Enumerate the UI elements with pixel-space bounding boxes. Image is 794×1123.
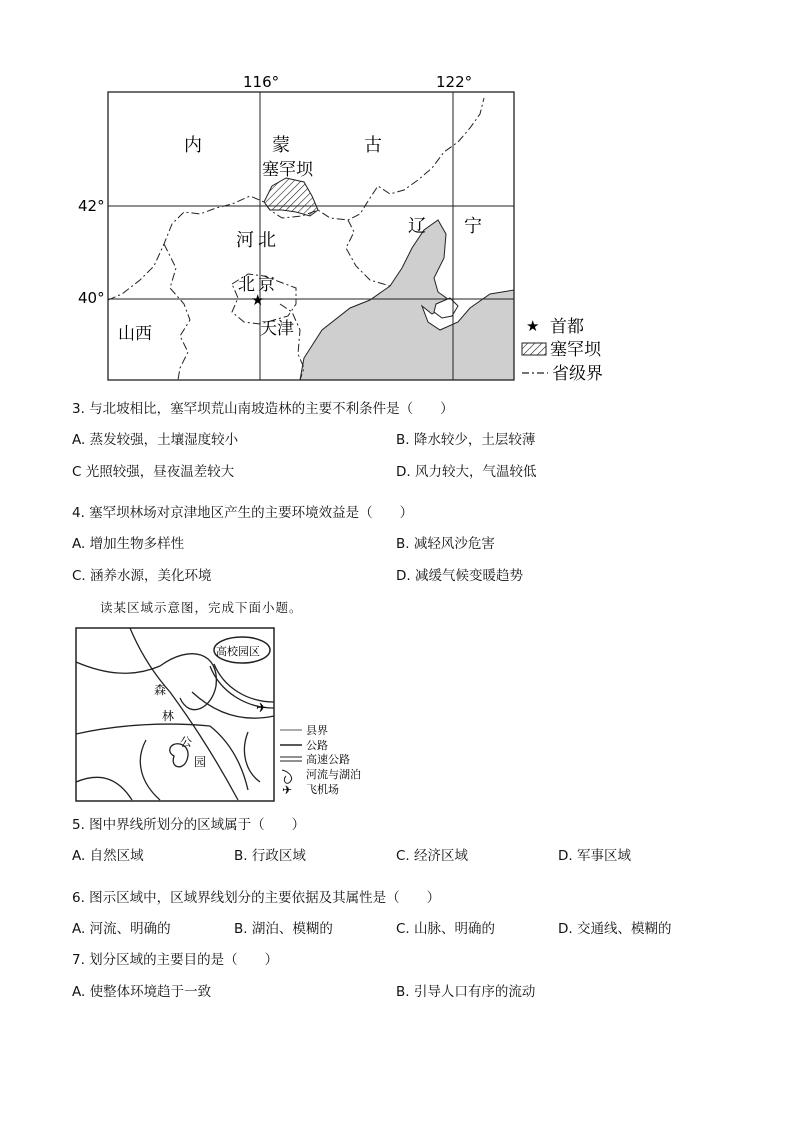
label-gong: 公 [180,735,193,749]
label-hebei: 河北 [236,230,280,251]
question-4-stem: 4. 塞罕坝林场对京津地区产生的主要环境效益是（ ） [72,505,414,521]
question-5-stem: 5. 图中界线所划分的区域属于（ ） [72,817,306,833]
question-3-stem: 3. 与北坡相比，塞罕坝荒山南坡造林的主要不利条件是（ ） [72,401,454,417]
legend-river-lake-icon [282,770,292,783]
label-lin: 林 [162,709,175,723]
label-yuan: 园 [194,755,207,769]
legend-airport-icon: ✈ [282,783,293,797]
legend-road-label: 公路 [306,739,328,752]
county-border-1 [76,777,132,800]
q5-option-c[interactable]: C. 经济区域 [396,848,469,864]
saihanba-area [264,178,318,216]
lon-label-116: 116° [243,73,280,91]
q4-option-c[interactable]: C. 涵养水源，美化环境 [72,568,212,584]
road-3 [160,654,216,710]
legend-saihanba-label: 塞罕坝 [550,340,601,360]
label-saihanba: 塞罕坝 [262,160,313,180]
q5-option-d[interactable]: D. 军事区域 [558,848,631,864]
region-map [70,622,390,807]
q4-option-d[interactable]: D. 减缓气候变暖趋势 [396,568,523,584]
legend-star-icon: ★ [526,317,540,335]
q4-option-a[interactable]: A. 增加生物多样性 [72,536,185,552]
lat-label-42: 42° [78,197,105,215]
section-intro: 读某区域示意图，完成下面小题。 [100,600,303,615]
label-liao: 辽 [408,216,426,237]
label-gu: 古 [364,135,382,156]
legend-highway-label: 高速公路 [306,753,350,766]
question-7-stem: 7. 划分区域的主要目的是（ ） [72,952,279,968]
saihanba-map [60,68,620,388]
airport-icon: ✈ [256,701,267,716]
legend-county-border-label: 县界 [306,724,328,737]
label-tianjin: 天津 [260,319,294,339]
lat-label-40: 40° [78,289,105,307]
map2-legend [280,724,361,797]
legend-border-label: 省级界 [552,364,603,384]
road-2 [76,662,160,673]
bohai-sea [300,220,514,380]
border-tianjin [280,304,304,380]
legend-airport-label: 飞机场 [306,783,339,796]
road-4 [76,724,210,734]
q3-option-b[interactable]: B. 降水较少，土层较薄 [396,432,536,448]
q5-option-b[interactable]: B. 行政区域 [234,848,306,864]
road-6 [140,740,160,800]
q7-option-b[interactable]: B. 引导人口有序的流动 [396,984,536,1000]
q3-option-d[interactable]: D. 风力较大，气温较低 [396,464,537,480]
label-sen: 森 [154,683,167,697]
label-campus: 高校园区 [216,645,260,658]
legend-capital-label: 首都 [550,317,584,337]
q6-option-c[interactable]: C. 山脉、明确的 [396,921,496,937]
q4-option-b[interactable]: B. 减轻风沙危害 [396,536,495,552]
q7-option-a[interactable]: A. 使整体环境趋于一致 [72,984,212,1000]
legend-hatch-icon [522,343,546,355]
label-ning: 宁 [464,216,482,237]
label-beijing: 北京 [238,275,278,295]
road-5 [210,726,248,790]
map1-legend [522,317,603,384]
label-shanxi: 山西 [118,324,152,344]
q5-option-a[interactable]: A. 自然区域 [72,848,144,864]
q6-option-b[interactable]: B. 湖泊、模糊的 [234,921,333,937]
question-6-stem: 6. 图示区域中，区域界线划分的主要依据及其属性是（ ） [72,890,441,906]
county-border-2 [244,732,260,782]
q3-option-c[interactable]: C 光照较强，昼夜温差较大 [72,464,235,480]
q3-option-a[interactable]: A. 蒸发较强，土壤湿度较小 [72,432,239,448]
label-nei: 内 [184,135,202,156]
lon-label-122: 122° [436,73,473,91]
border-hebei-shanxi [164,244,190,380]
highway-b [214,664,274,702]
q6-option-d[interactable]: D. 交通线、模糊的 [558,921,672,937]
q6-option-a[interactable]: A. 河流、明确的 [72,921,171,937]
label-meng: 蒙 [272,135,290,156]
border-hebei-liaoning [346,220,390,286]
capital-star-icon: ★ [251,291,265,309]
legend-river-lake-label: 河流与湖泊 [306,768,361,781]
